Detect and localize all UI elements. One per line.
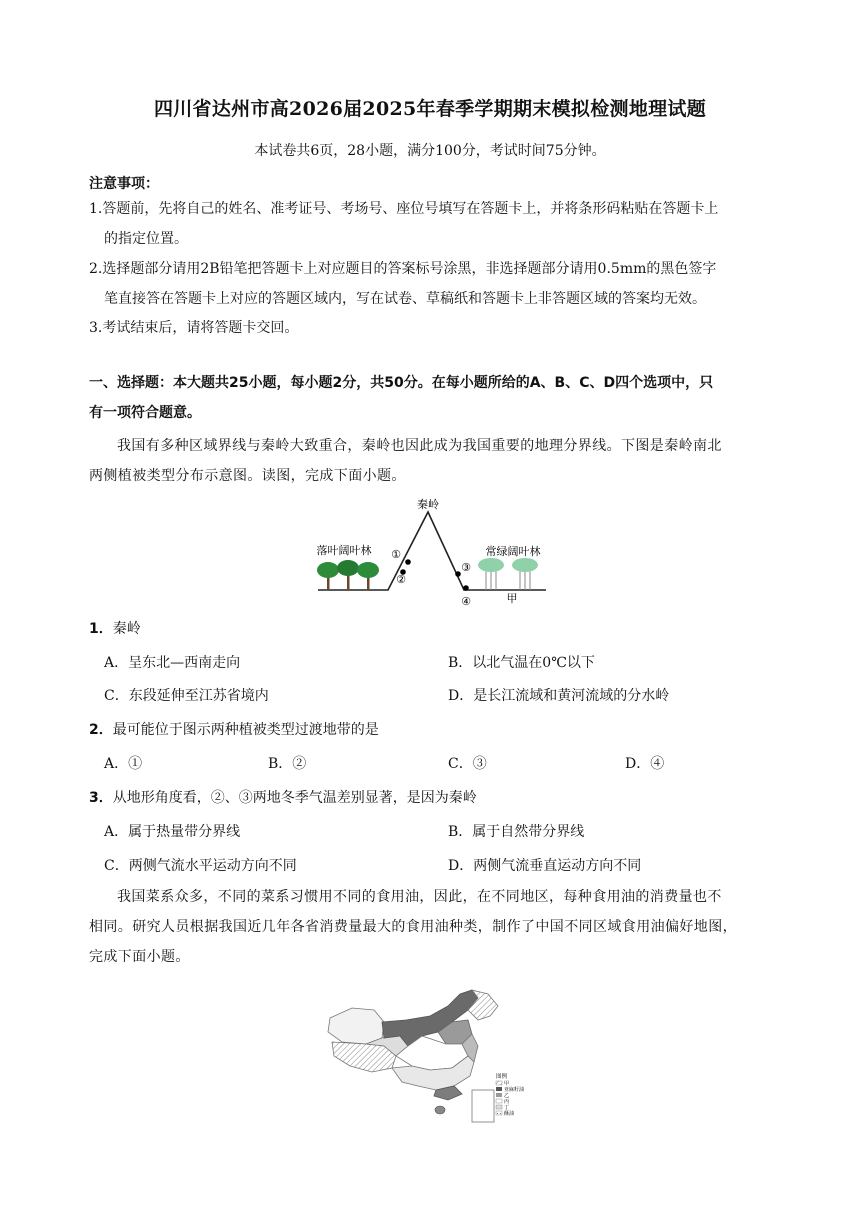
notice-item-1-line1: 1.答题前，先将自己的姓名、准考证号、考场号、座位号填写在答题卡上，并将条形码粘贴在答题卡上	[89, 201, 719, 217]
q2-option-a[interactable]: A．①	[104, 756, 143, 772]
south-china-sea-inset	[472, 1090, 494, 1122]
question-1-stem: 秦岭	[112, 621, 141, 637]
point-3-marker	[455, 571, 461, 577]
q2-option-b[interactable]: B．②	[268, 756, 307, 772]
question-3-number: 3．	[89, 790, 113, 806]
map-region-xinjiang	[328, 1008, 384, 1044]
page-title: 四川省达州市高2026届2025年春季学期期末模拟检测地理试题	[153, 98, 707, 120]
q3-option-d[interactable]: D．两侧气流垂直运动方向不同	[448, 858, 642, 874]
q1-option-a[interactable]: A．呈东北—西南走向	[104, 655, 241, 671]
passage-2	[89, 882, 777, 972]
question-2-stem: 最可能位于图示两种植被类型过渡地带的是	[112, 722, 379, 738]
legend-swatch-5	[496, 1105, 502, 1109]
question-3	[89, 787, 477, 807]
legend-swatch-3	[496, 1093, 502, 1097]
notice-item-2-line1: 2.选择题部分请用2B铅笔把答题卡上对应题目的答案标号涂黑，非选择题部分请用0.5mm的黑色签字	[89, 261, 717, 277]
china-oil-preference-map	[322, 986, 532, 1126]
point-4-marker	[463, 585, 469, 591]
notice-item-3: 3.考试结束后，请将答题卡交回。	[89, 320, 299, 336]
right-forest-label: 常绿阔叶林	[485, 545, 541, 558]
evergreen-trees-icon	[478, 558, 538, 590]
question-1	[89, 618, 141, 638]
notice-item-2-line2: 笔直接答在答题卡上对应的答题区域内，写在试卷、草稿纸和答题卡上非答题区域的答案均无效。	[104, 291, 706, 307]
peak-label: 秦岭	[417, 498, 439, 511]
legend-label-5: 丁	[504, 1105, 510, 1111]
legend-label-4: 丙	[504, 1099, 510, 1105]
point-2-label: ②	[396, 573, 406, 586]
deciduous-trees-icon	[317, 560, 379, 590]
q3-option-a[interactable]: A．属于热量带分界线	[104, 824, 241, 840]
legend-label-2: 亚麻籽油	[504, 1087, 525, 1093]
question-1-number: 1．	[89, 621, 113, 637]
notice-item-1-line2: 的指定位置。	[104, 231, 188, 247]
passage-2-line2: 相同。研究人员根据我国近几年各省消费量最大的食用油种类，制作了中国不同区域食用油偏好地图，	[89, 919, 737, 935]
notice-heading: 注意事项：	[89, 176, 159, 192]
section-heading-line1: 一、选择题：本大题共25小题，每小题2分，共50分。在每小题所给的A、B、C、D四个选项中，只	[89, 375, 714, 391]
passage-2-line1: 我国菜系众多，不同的菜系习惯用不同的食用油，因此，在不同地区，每种食用油的消费量也不	[117, 889, 722, 905]
section-heading-line2: 有一项符合题意。	[89, 405, 201, 421]
legend-swatch-2	[496, 1087, 502, 1091]
map-legend	[496, 1072, 524, 1117]
ground-label: 甲	[506, 592, 518, 605]
qinling-vegetation-diagram	[300, 492, 560, 610]
passage-1	[89, 431, 777, 491]
q3-option-c[interactable]: C．两侧气流水平运动方向不同	[104, 858, 297, 874]
legend-title: 图例	[496, 1074, 508, 1080]
q1-option-d[interactable]: D．是长江流域和黄河流域的分水岭	[448, 688, 670, 704]
q1-option-c[interactable]: C．东段延伸至江苏省境内	[104, 688, 269, 704]
legend-label-6: 酥油	[504, 1111, 515, 1117]
point-1-marker	[405, 559, 411, 565]
passage-2-line3: 完成下面小题。	[89, 949, 190, 965]
question-2-number: 2．	[89, 722, 113, 738]
question-3-stem: 从地形角度看，②、③两地冬季气温差别显著，是因为秦岭	[112, 790, 477, 806]
legend-label-3: 乙	[504, 1093, 510, 1099]
question-2	[89, 719, 379, 739]
exam-info: 本试卷共6页，28小题，满分100分，考试时间75分钟。	[254, 143, 606, 159]
q2-option-d[interactable]: D．④	[625, 756, 665, 772]
legend-label-1: 甲	[504, 1081, 510, 1087]
legend-swatch-6	[496, 1111, 502, 1115]
passage-1-line2: 两侧植被类型分布示意图。读图，完成下面小题。	[89, 468, 406, 484]
passage-1-line1: 我国有多种区域界线与秦岭大致重合，秦岭也因此成为我国重要的地理分界线。下图是秦岭南北	[117, 438, 722, 454]
point-4-label: ④	[461, 595, 471, 608]
point-1-label: ①	[391, 548, 401, 561]
legend-swatch-1	[496, 1081, 502, 1085]
legend-swatch-4	[496, 1099, 502, 1103]
left-forest-label: 落叶阔叶林	[316, 544, 372, 557]
q1-option-b[interactable]: B．以北气温在0℃以下	[448, 655, 595, 671]
point-3-label: ③	[461, 561, 471, 574]
section-heading	[89, 368, 779, 428]
q3-option-b[interactable]: B．属于自然带分界线	[448, 824, 585, 840]
q2-option-c[interactable]: C．③	[448, 756, 487, 772]
map-region-hainan	[435, 1106, 445, 1114]
